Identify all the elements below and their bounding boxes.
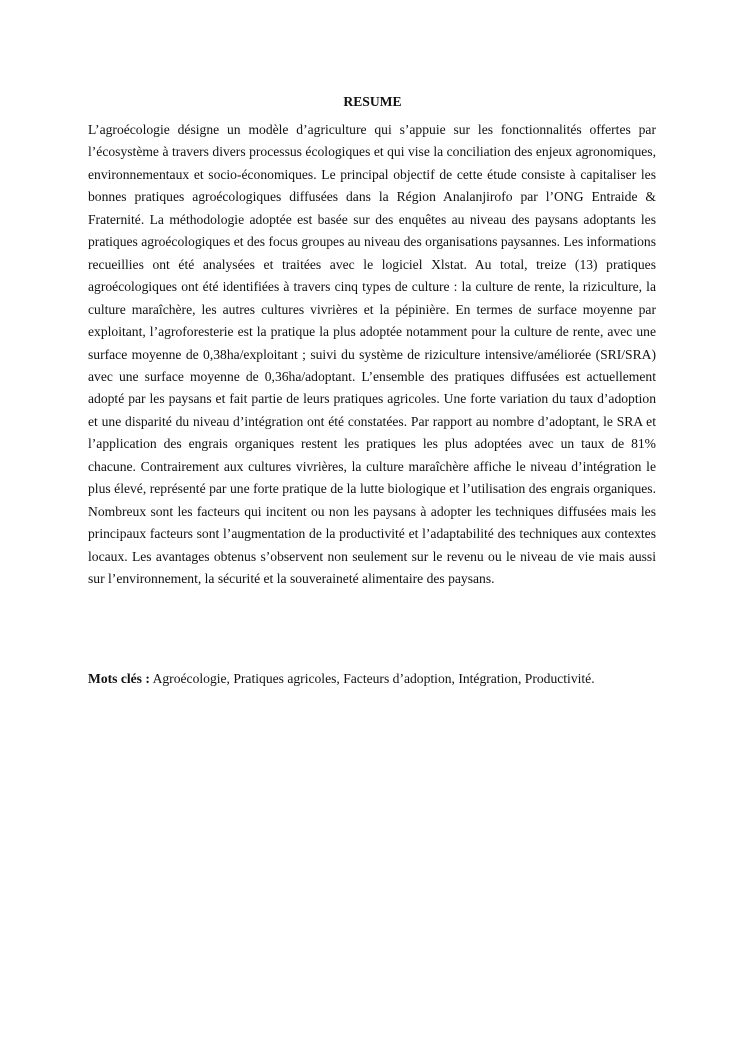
abstract-paragraph: L’agroécologie désigne un modèle d’agriculture qui s’appuie sur les fonctionnalités offertes par l’écosystème à travers divers processus écologiques et qui vise la conciliation des enjeux agronomiques, environnementaux et socio-économiques. Le principal objectif de cette étude consiste à capitaliser les bonnes pratiques agroécologiques diffusées dans la Région Analanjirofo par l’ONG Entraide & Fraternité. La méthodologie adoptée est basée sur des enquêtes au niveau des paysans adoptants les pratiques agroécologiques et des focus groupes au niveau des organisations paysannes. Les informations recueillies ont été analysées et traitées avec le logiciel Xlstat. Au total, treize (13) pratiques agroécologiques ont été identifiées à travers cinq types de culture : la culture de rente, la riziculture, la culture maraîchère, les autres cultures vivrières et la pépinière. En termes de surface moyenne par exploitant, l’agroforesterie est la pratique la plus adoptée notamment pour la culture de rente, avec une surface moyenne de 0,38ha/exploitant ; suivi du système de riziculture intensive/améliorée (SRI/SRA) avec une surface moyenne de 0,36ha/adoptant. L’ensemble des pratiques diffusées est actuellement adopté par les paysans et fait partie de leurs pratiques agricoles. Une forte variation du taux d’adoption et une disparité du niveau d’intégration ont été constatées. Par rapport au nombre d’adoptant, le SRA et l’application des engrais organiques restent les pratiques les plus adoptées avec un taux de 81% chacune. Contrairement aux cultures vivrières, la culture maraîchère affiche le niveau d’intégration le plus élevé, représenté par une forte pratique de la lutte biologique et l’utilisation des engrais organiques. Nombreux sont les facteurs qui incitent ou non les paysans à adopter les techniques diffusées mais les principaux facteurs sont l’augmentation de la productivité et l’adaptabilité des techniques aux contextes locaux. Les avantages obtenus s’observent non seulement sur le revenu ou le niveau de vie mais aussi sur l’environnement, la sécurité et la souveraineté alimentaire des paysans.	[88, 122, 656, 587]
keywords-label: Mots clés :	[88, 671, 150, 686]
abstract-title: RESUME	[343, 94, 402, 109]
keywords-text: Agroécologie, Pratiques agricoles, Facteurs d’adoption, Intégration, Productivité.	[152, 671, 595, 686]
keywords-line	[88, 669, 688, 689]
